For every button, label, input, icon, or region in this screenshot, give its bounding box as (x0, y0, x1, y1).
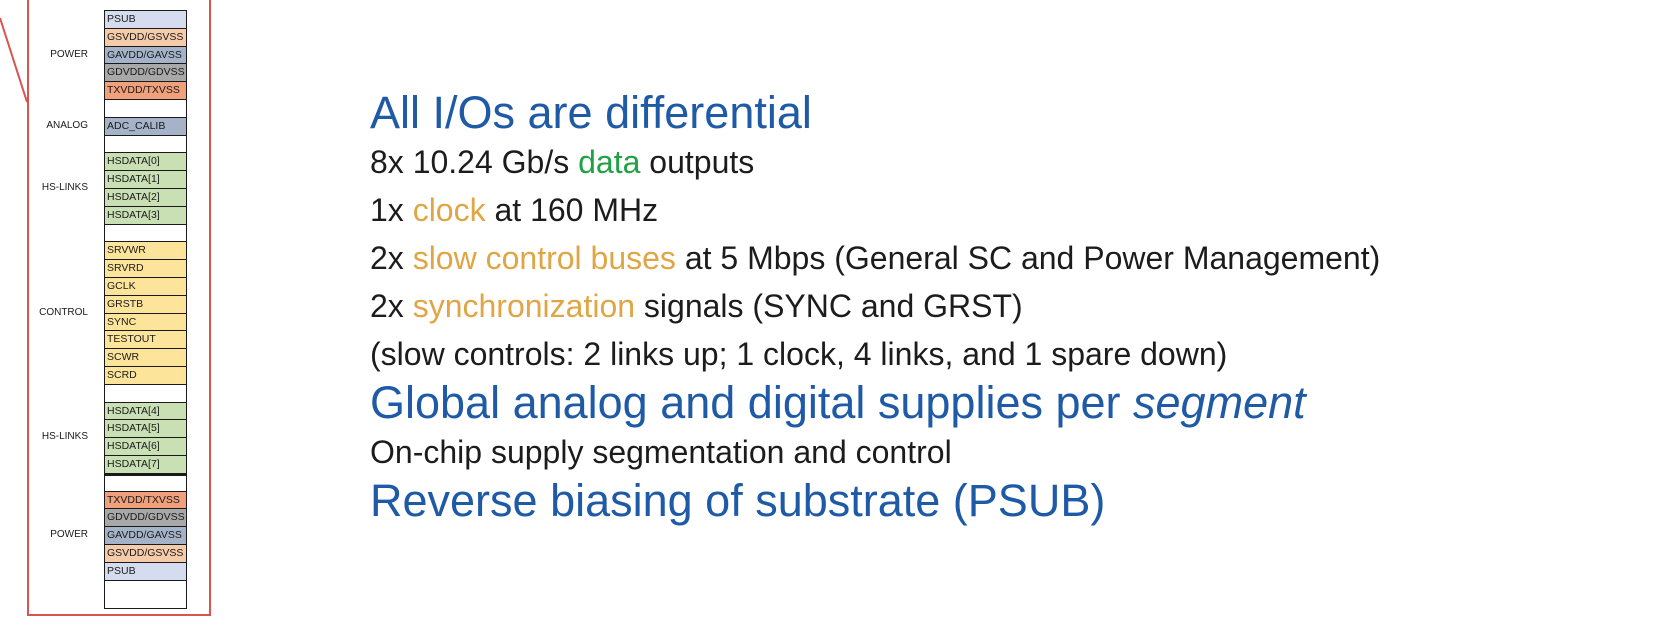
pin-txvdd-txvss: TXVDD/TXVSS (105, 82, 186, 100)
pin-spacer (105, 385, 186, 403)
line-sync: 2x synchronization signals (SYNC and GRST) (370, 288, 1023, 324)
pinout-strip (104, 10, 187, 609)
pin-hsdata-6: HSDATA[6] (105, 438, 186, 456)
pin-hsdata-2: HSDATA[2] (105, 189, 186, 207)
pin-hsdata-4: HSDATA[4] (105, 403, 186, 421)
pin-adc-calib: ADC_CALIB (105, 118, 186, 136)
pin-gavdd-gavss: GAVDD/GAVSS (105, 527, 186, 545)
line-on-chip-supply: On-chip supply segmentation and control (370, 434, 952, 470)
line-clock: 1x clock at 160 MHz (370, 192, 659, 228)
pin-hsdata-5: HSDATA[5] (105, 420, 186, 438)
pin-scwr: SCWR (105, 349, 186, 367)
pin-sync: SYNC (105, 314, 186, 332)
pin-psub: PSUB (105, 563, 186, 581)
pin-spacer (105, 225, 186, 243)
pin-gavdd-gavss: GAVDD/GAVSS (105, 47, 186, 65)
pin-spacer (105, 474, 186, 492)
heading-differential: All I/Os are differential (370, 87, 812, 138)
line-data-outputs: 8x 10.24 Gb/s data outputs (370, 144, 755, 180)
group-label-power: POWER (50, 48, 88, 60)
pin-gdvdd-gdvss: GDVDD/GDVSS (105, 509, 186, 527)
heading-global-supplies: Global analog and digital supplies per segment (370, 377, 1306, 428)
pin-grstb: GRSTB (105, 296, 186, 314)
pin-txvdd-txvss: TXVDD/TXVSS (105, 492, 186, 510)
group-label-analog: ANALOG (46, 119, 88, 131)
pin-scrd: SCRD (105, 367, 186, 385)
pin-gsvdd-gsvss: GSVDD/GSVSS (105, 29, 186, 47)
heading-reverse-biasing: Reverse biasing of substrate (PSUB) (370, 475, 1106, 526)
pin-spacer (105, 100, 186, 118)
group-label-hs-links: HS-LINKS (41, 182, 88, 193)
group-label-power: POWER (50, 529, 88, 541)
line-slow-control: 2x slow control buses at 5 Mbps (General SC and Power Management) (370, 240, 1381, 276)
pin-hsdata-7: HSDATA[7] (105, 456, 186, 474)
pin-gclk: GCLK (105, 278, 186, 296)
pin-hsdata-1: HSDATA[1] (105, 171, 186, 189)
pin-srvwr: SRVWR (105, 242, 186, 260)
pin-gdvdd-gdvss: GDVDD/GDVSS (105, 64, 186, 82)
pin-spacer (105, 136, 186, 154)
group-label-hs-links: HS-LINKS (41, 431, 88, 443)
pin-psub: PSUB (105, 11, 186, 29)
pin-gsvdd-gsvss: GSVDD/GSVSS (105, 545, 186, 563)
pin-testout: TESTOUT (105, 331, 186, 349)
pin-hsdata-3: HSDATA[3] (105, 207, 186, 225)
pin-hsdata-0: HSDATA[0] (105, 153, 186, 171)
pin-srvrd: SRVRD (105, 260, 186, 278)
group-label-control: CONTROL (39, 306, 88, 318)
line-slow-controls-links: (slow controls: 2 links up; 1 clock, 4 links, and 1 spare down) (370, 336, 1228, 372)
text-panel (370, 88, 1640, 526)
